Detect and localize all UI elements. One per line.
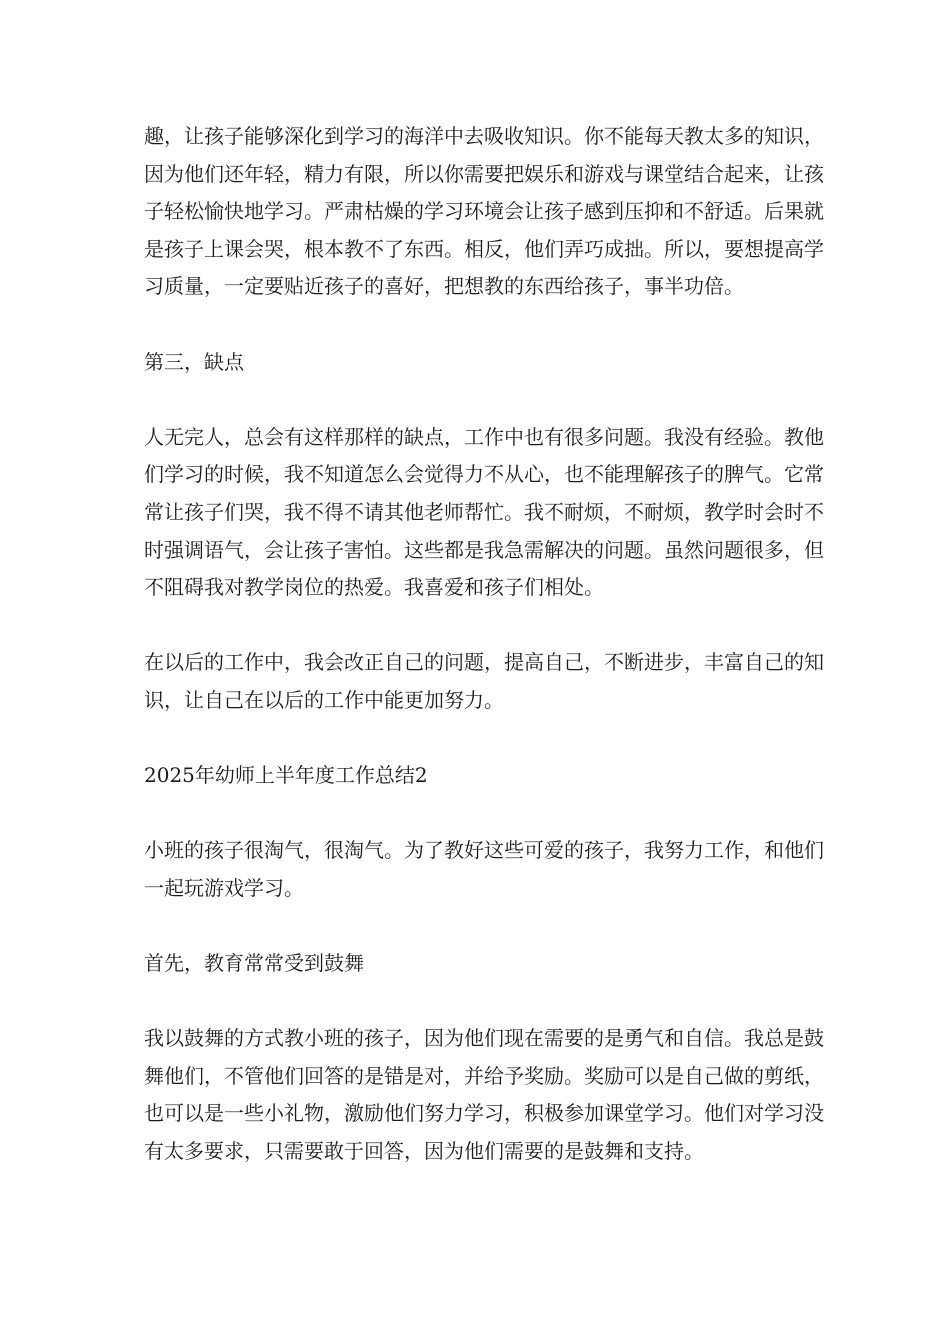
text-line: 趣，让孩子能够深化到学习的海洋中去吸收知识。你不能每天教太多的知识，	[144, 124, 824, 148]
text-line: 第三，缺点	[144, 349, 244, 374]
text-line: 因为他们还年轻，精力有限，所以你需要把娱乐和游戏与课堂结合起来，让孩	[144, 161, 824, 186]
paragraph-intro-continued	[144, 118, 824, 306]
paragraph-shortcomings	[144, 419, 824, 607]
paragraph-small-class	[144, 832, 824, 907]
text-line: 人无完人，总会有这样那样的缺点，工作中也有很多问题。我没有经验。教他	[144, 424, 824, 449]
paragraph-gap	[144, 907, 806, 945]
document-body	[144, 118, 824, 1171]
heading-first	[144, 945, 806, 983]
paragraph-gap	[144, 983, 806, 1021]
text-line: 一起玩游戏学习。	[144, 875, 304, 900]
text-line: 不阻碍我对教学岗位的热爱。我喜爱和孩子们相处。	[144, 575, 604, 600]
text-line: 首先，教育常常受到鼓舞	[144, 951, 364, 976]
paragraph-gap	[144, 306, 806, 344]
text-line: 也可以是一些小礼物，激励他们努力学习，积极参加课堂学习。他们对学习没	[144, 1101, 824, 1126]
paragraph-future	[144, 644, 824, 719]
text-line: 时强调语气，会让孩子害怕。这些都是我急需解决的问题。虽然问题很多，但	[144, 537, 824, 562]
text-line: 有太多要求，只需要敢于回答，因为他们需要的是鼓舞和支持。	[144, 1139, 704, 1164]
text-line: 2025年幼师上半年度工作总结2	[144, 763, 428, 788]
text-line: 是孩子上课会哭，根本教不了东西。相反，他们弄巧成拙。所以，要想提高学	[144, 236, 824, 261]
text-line: 常让孩子们哭，我不得不请其他老师帮忙。我不耐烦，不耐烦，教学时会时不	[144, 499, 824, 524]
text-line: 们学习的时候，我不知道怎么会觉得力不从心，也不能理解孩子的脾气。它常	[144, 462, 824, 487]
text-line: 小班的孩子很淘气，很淘气。为了教好这些可爱的孩子，我努力工作，和他们	[144, 838, 824, 863]
text-line: 在以后的工作中，我会改正自己的问题，提高自己，不断进步，丰富自己的知	[144, 650, 824, 675]
paragraph-gap	[144, 795, 806, 833]
text-line: 我以鼓舞的方式教小班的孩子，因为他们现在需要的是勇气和自信。我总是鼓	[144, 1026, 824, 1051]
paragraph-gap	[144, 720, 806, 758]
paragraph-gap	[144, 607, 806, 645]
text-line: 习质量，一定要贴近孩子的喜好，把想教的东西给孩子，事半功倍。	[144, 274, 744, 299]
text-line: 识，让自己在以后的工作中能更加努力。	[144, 687, 504, 712]
heading-third	[144, 344, 806, 382]
text-line: 舞他们，不管他们回答的是错是对，并给予奖励。奖励可以是自己做的剪纸，	[144, 1063, 824, 1088]
section-title-2	[144, 757, 806, 795]
paragraph-gap	[144, 381, 806, 419]
paragraph-encouragement	[144, 1020, 824, 1170]
text-line: 子轻松愉快地学习。严肃枯燥的学习环境会让孩子感到压抑和不舒适。后果就	[144, 199, 824, 224]
